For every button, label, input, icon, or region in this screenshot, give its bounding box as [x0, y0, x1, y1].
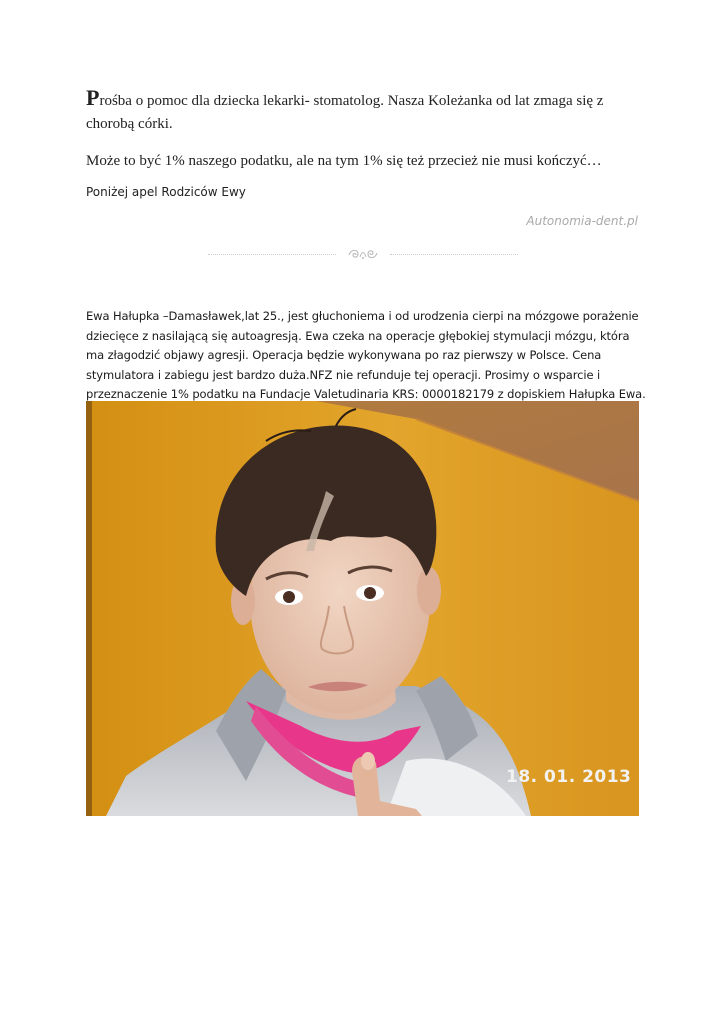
section-divider [208, 244, 518, 264]
divider-line-left [208, 254, 336, 255]
divider-line-right [390, 254, 518, 255]
source-credit: Autonomia-dent.pl [526, 214, 638, 228]
intro-dropcap: P [86, 85, 100, 110]
flourish-ornament-icon [345, 245, 381, 263]
tax-note: Może to być 1% naszego podatku, ale na tym 1% się też przecież nie musi kończyć… [86, 153, 602, 169]
photo-date-stamp: 18. 01. 2013 [506, 767, 632, 787]
appeal-label: Poniżej apel Rodziców Ewy [86, 185, 246, 199]
appeal-body-text: Ewa Hałupka –Damasławek,lat 25., jest głuchoniema i od urodzenia cierpi na mózgowe porażenie dziecięce z nasilającą się autoagresją. Ewa czeka na operacje głębokiej stymulacji mózgu, która ma złagodzić objawy agresji. Operacja będzie wykonywana po raz pierwszy w Polsce. Cena stymulatora i zabiegu jest bardzo duża.NFZ nie refunduje tej operacji. Prosimy o wsparcie i przeznaczenie 1% podatku na Fundacje Valetudinaria KRS: 0000182179 z dopiskiem Hałupka Ewa. [86, 309, 646, 401]
portrait-photo [86, 401, 639, 816]
intro-text: rośba o pomoc dla dziecka lekarki- stomatolog. Nasza Koleżanka od lat zmaga się z chorobą córki. [86, 93, 604, 132]
intro-paragraph [86, 86, 646, 136]
